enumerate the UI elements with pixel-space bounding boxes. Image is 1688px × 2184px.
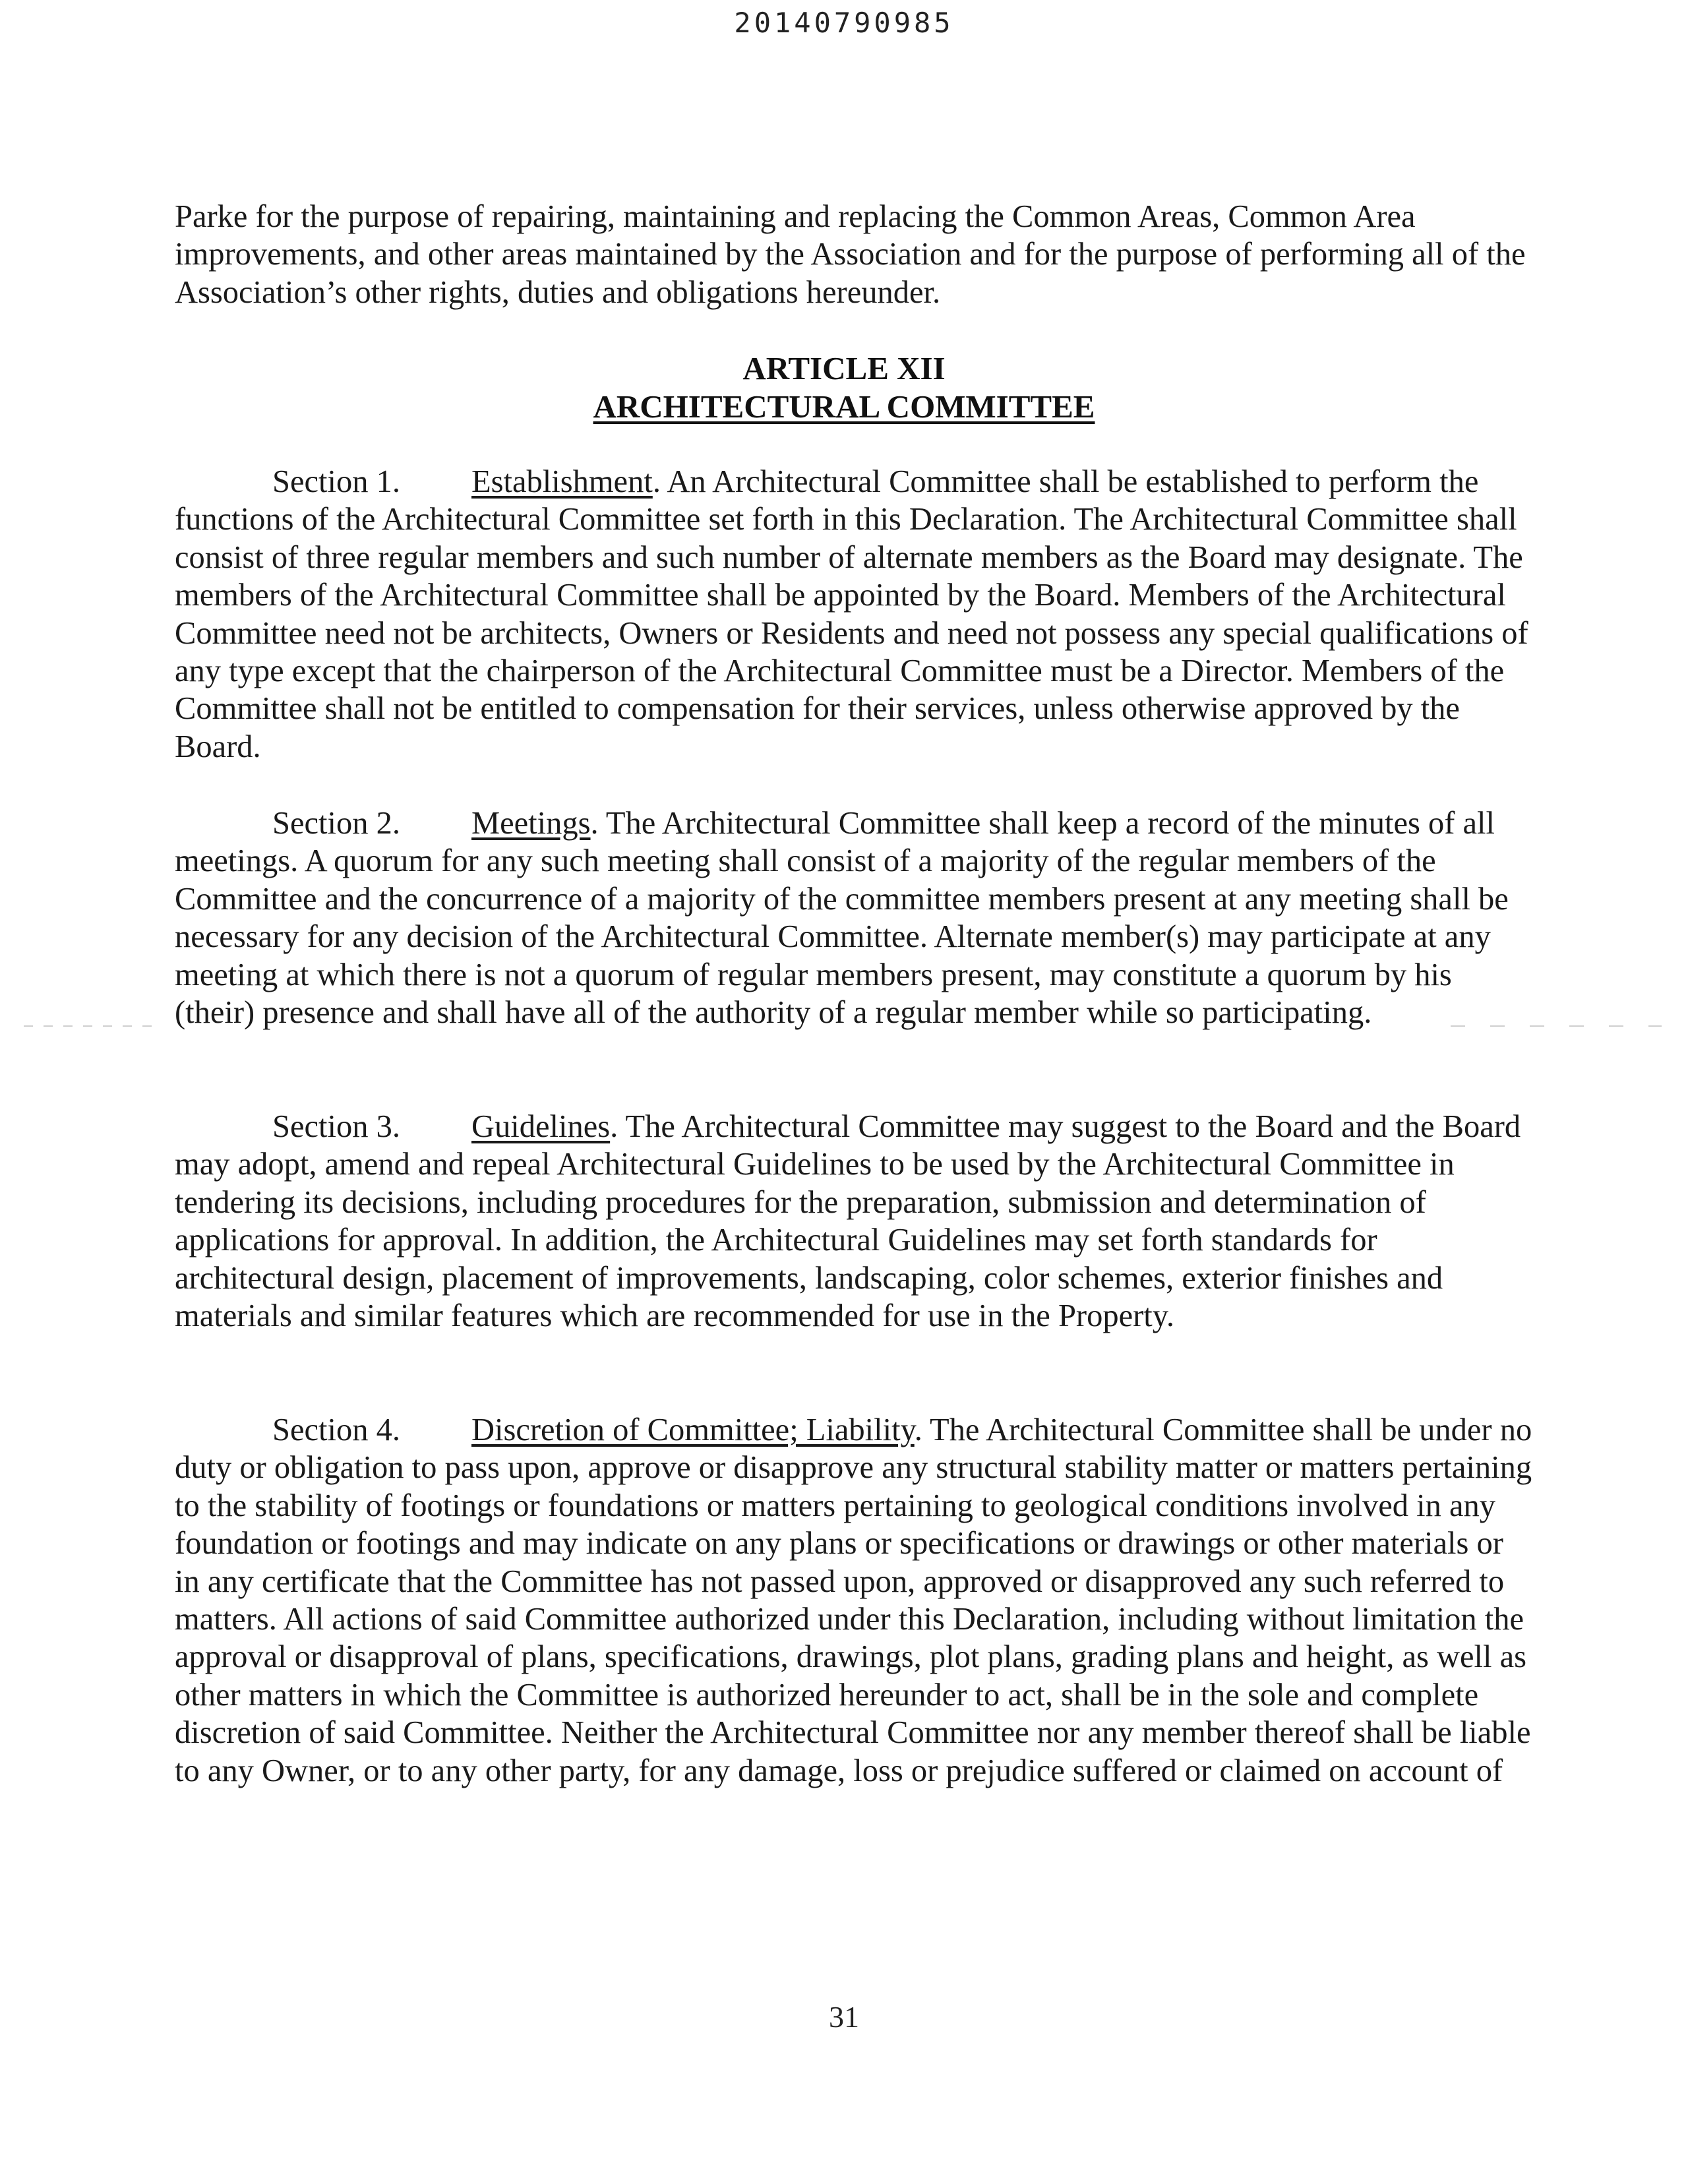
scan-mark-left bbox=[24, 1025, 162, 1027]
section-1-label: Section 1. bbox=[272, 464, 400, 499]
section-4-text: . The Architectural Committee shall be under no duty or obligation to pass upon, approve or disapprove any structural stability matter or matters pertaining to the stability of footings or foundations or matters pertaining to geological conditions involved in any foundation or footings and may indicate on any plans or specifications or drawings or other materials or in any certificate that the Committee has not passed upon, approved or disapproved any such referred to matters. All actions of said Committee authorized under this Declaration, including without limitation the approval or disapproval of plans, specifications, drawings, plot plans, grading plans and height, as well as other matters in which the Committee is authorized hereunder to act, shall be in the sole and complete discretion of said Committee. Neither the Architectural Committee nor any member thereof shall be liable to any Owner, or to any other party, for any damage, loss or prejudice suffered or claimed on account of bbox=[175, 1412, 1532, 1788]
section-3-paragraph bbox=[175, 1108, 1533, 1335]
section-2-title: Meetings bbox=[471, 806, 591, 841]
document-number: 20140790985 bbox=[734, 7, 954, 39]
section-2-label: Section 2. bbox=[272, 806, 400, 841]
article-number: ARTICLE XII bbox=[742, 350, 946, 386]
section-4-paragraph bbox=[175, 1411, 1533, 1790]
section-2-text: . The Architectural Committee shall keep a record of the minutes of all meetings. A quorum for any such meeting shall consist of a majority of the regular members of the Committee and the concurrence of a majority of the committee members present at any meeting shall be necessary for any decision of the Architectural Committee. Alternate member(s) may participate at any meeting at which there is not a quorum of regular members present, may constitute a quorum by his (their) presence and shall have all of the authority of a regular member while so participating. bbox=[175, 806, 1509, 1031]
section-4-label: Section 4. bbox=[272, 1412, 400, 1447]
section-4-title: Discretion of Committee; Liability bbox=[471, 1412, 915, 1447]
section-1-paragraph bbox=[175, 463, 1533, 766]
section-3-label: Section 3. bbox=[272, 1109, 400, 1144]
section-3-title: Guidelines bbox=[471, 1109, 611, 1144]
section-1-text: . An Architectural Committee shall be established to perform the functions of the Architectural Committee set forth in this Declaration. The Architectural Committee shall consist of three regular members and such number of alternate members as the Board may designate. The members of the Architectural Committee shall be appointed by the Board. Members of the Architectural Committee need not be architects, Owners or Residents and need not possess any special qualifications of any type except that the chairperson of the Architectural Committee must be a Director. Members of the Committee shall not be entitled to compensation for their services, unless otherwise approved by the Board. bbox=[175, 464, 1528, 764]
intro-paragraph: Parke for the purpose of repairing, maintaining and replacing the Common Areas, Common Area improvements, and other areas maintained by the Association and for the purpose of performing all of the Association’s other rights, duties and obligations hereunder. bbox=[175, 199, 1526, 310]
page-number: 31 bbox=[829, 2000, 859, 2034]
section-1-title: Establishment bbox=[471, 464, 653, 499]
section-2-paragraph bbox=[175, 804, 1533, 1031]
article-title: ARCHITECTURAL COMMITTEE bbox=[593, 388, 1095, 425]
section-3-text: . The Architectural Committee may suggest to the Board and the Board may adopt, amend and repeal Architectural Guidelines to be used by the Architectural Committee in tendering its decisions, including procedures for the preparation, submission and determination of applications for approval. In addition, the Architectural Guidelines may set forth standards for architectural design, placement of improvements, landscaping, color schemes, exterior finishes and materials and similar features which are recommended for use in the Property. bbox=[175, 1109, 1521, 1334]
scan-mark-right bbox=[1451, 1025, 1662, 1027]
